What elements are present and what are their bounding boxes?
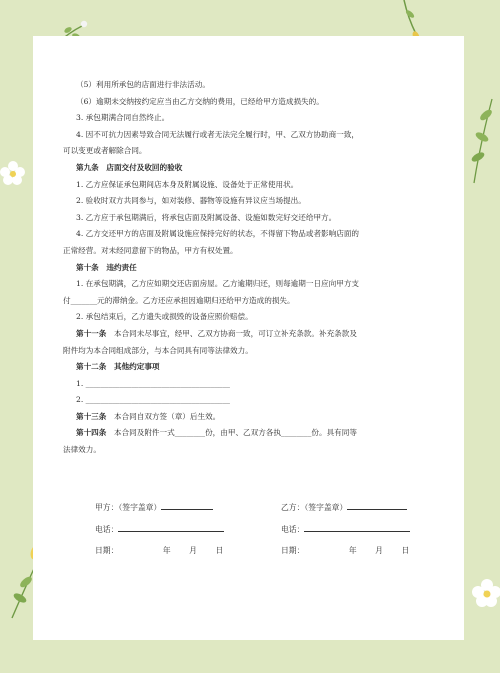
line-text: 法律效力。 <box>63 445 101 455</box>
line-text: 附件均为本合同组成部分，与本合同具有同等法律效力。 <box>63 345 253 355</box>
party-b-date <box>281 545 409 556</box>
contract-line <box>63 127 435 144</box>
contract-line <box>63 343 435 360</box>
party-a-date <box>95 545 223 556</box>
line-text: 正常经营。对未经同意留下的物品，甲方有权处置。 <box>63 245 238 255</box>
party-b-label: 乙方：（签字盖章） <box>281 503 348 512</box>
contract-line <box>63 276 435 293</box>
section-heading <box>63 260 435 277</box>
contract-line <box>63 177 435 194</box>
party-b-signature <box>281 500 407 513</box>
line-text: 可以变更或者解除合同。 <box>63 146 147 156</box>
contract-line <box>63 425 435 442</box>
line-text: 1. ______________________________________ <box>76 378 230 388</box>
contract-line <box>63 309 435 326</box>
contract-line <box>63 143 435 160</box>
line-text: 付_______元的滞纳金。乙方还应承担因逾期归还给甲方造成的损失。 <box>63 295 295 305</box>
left-flower-icon <box>0 160 26 186</box>
year-a: 年 <box>162 546 171 555</box>
article-label: 第十三条 <box>76 411 107 421</box>
line-text: 第十二条 其他约定事项 <box>76 362 160 372</box>
right-leaves-icon <box>462 95 500 185</box>
contract-line <box>63 326 435 343</box>
article-label: 第十一条 <box>76 328 107 338</box>
contract-line <box>63 226 435 243</box>
contract-line <box>63 210 435 227</box>
section-heading <box>63 359 435 376</box>
line-text: （5）利用所承包的店面进行非法活动。 <box>76 80 210 89</box>
party-a-label: 甲方：（签字盖章） <box>95 503 162 512</box>
line-text: 2. 验收时双方共同参与，如对装修、器物等设施有异议应当场提出。 <box>76 196 306 206</box>
contract-line <box>63 293 435 310</box>
contract-line <box>63 442 435 459</box>
line-text: 4. 乙方交还甲方的店面及附属设施应保持完好的状态，不得留下物品或者影响店面的 <box>76 229 360 239</box>
date-label-b: 日期： <box>281 546 305 555</box>
line-text: 本合同及附件一式________份，由甲、乙双方各执________份。具有同等 <box>106 428 357 438</box>
contract-line <box>63 77 435 94</box>
contract-line <box>63 376 435 393</box>
contract-line <box>63 193 435 210</box>
year-b: 年 <box>348 546 357 555</box>
contract-line <box>63 243 435 260</box>
line-text: 1. 在承包期满，乙方应如期交还店面房屋。乙方逾期归还，则每逾期一日应向甲方支 <box>76 279 360 289</box>
line-text: 4. 因不可抗力因素导致合同无法履行或者无法完全履行时，甲、乙双方协助商一致， <box>76 129 360 139</box>
contract-line <box>63 409 435 426</box>
contract-line <box>63 392 435 409</box>
day-b: 日 <box>401 546 410 555</box>
contract-body <box>63 77 435 459</box>
article-label: 第十四条 <box>76 428 107 438</box>
line-text: 1. 乙方应保证承包期间店本身及附属设施、设备处于正常使用状。 <box>76 179 299 189</box>
phone-label-a: 电话： <box>95 525 119 534</box>
line-text: 3. 乙方应于承包期满后，将承包店面及附属设备、设施如数完好交还给甲方。 <box>76 212 337 222</box>
month-b: 月 <box>375 546 383 555</box>
section-heading <box>63 160 435 177</box>
line-text: 本合同未尽事宜，经甲、乙双方协商一致，可订立补充条款。补充条款及 <box>106 328 357 338</box>
party-a-signature <box>95 500 213 513</box>
line-text: 第十条 违约责任 <box>76 262 137 272</box>
date-label-a: 日期： <box>95 546 119 555</box>
line-text: （6）逾期未交纳按约定应当由乙方交纳的费用，已经给甲方造成损失的。 <box>76 96 324 106</box>
party-a-phone <box>95 522 224 535</box>
line-text: 2. 承包结束后，乙方遗失或损毁的设备应照价赔偿。 <box>76 312 253 322</box>
line-text: 第九条 店面交付及收回的验收 <box>76 162 183 172</box>
line-text: 本合同自双方签（章）后生效。 <box>106 411 221 421</box>
party-b-phone <box>281 522 410 535</box>
line-text: 2. ______________________________________ <box>76 395 230 405</box>
contract-line <box>63 110 435 127</box>
contract-line <box>63 94 435 111</box>
month-a: 月 <box>189 546 197 555</box>
phone-label-b: 电话： <box>281 525 305 534</box>
day-a: 日 <box>215 546 224 555</box>
bottom-right-flower-icon <box>472 578 500 608</box>
line-text: 3. 承包期满合同自然终止。 <box>76 113 170 123</box>
